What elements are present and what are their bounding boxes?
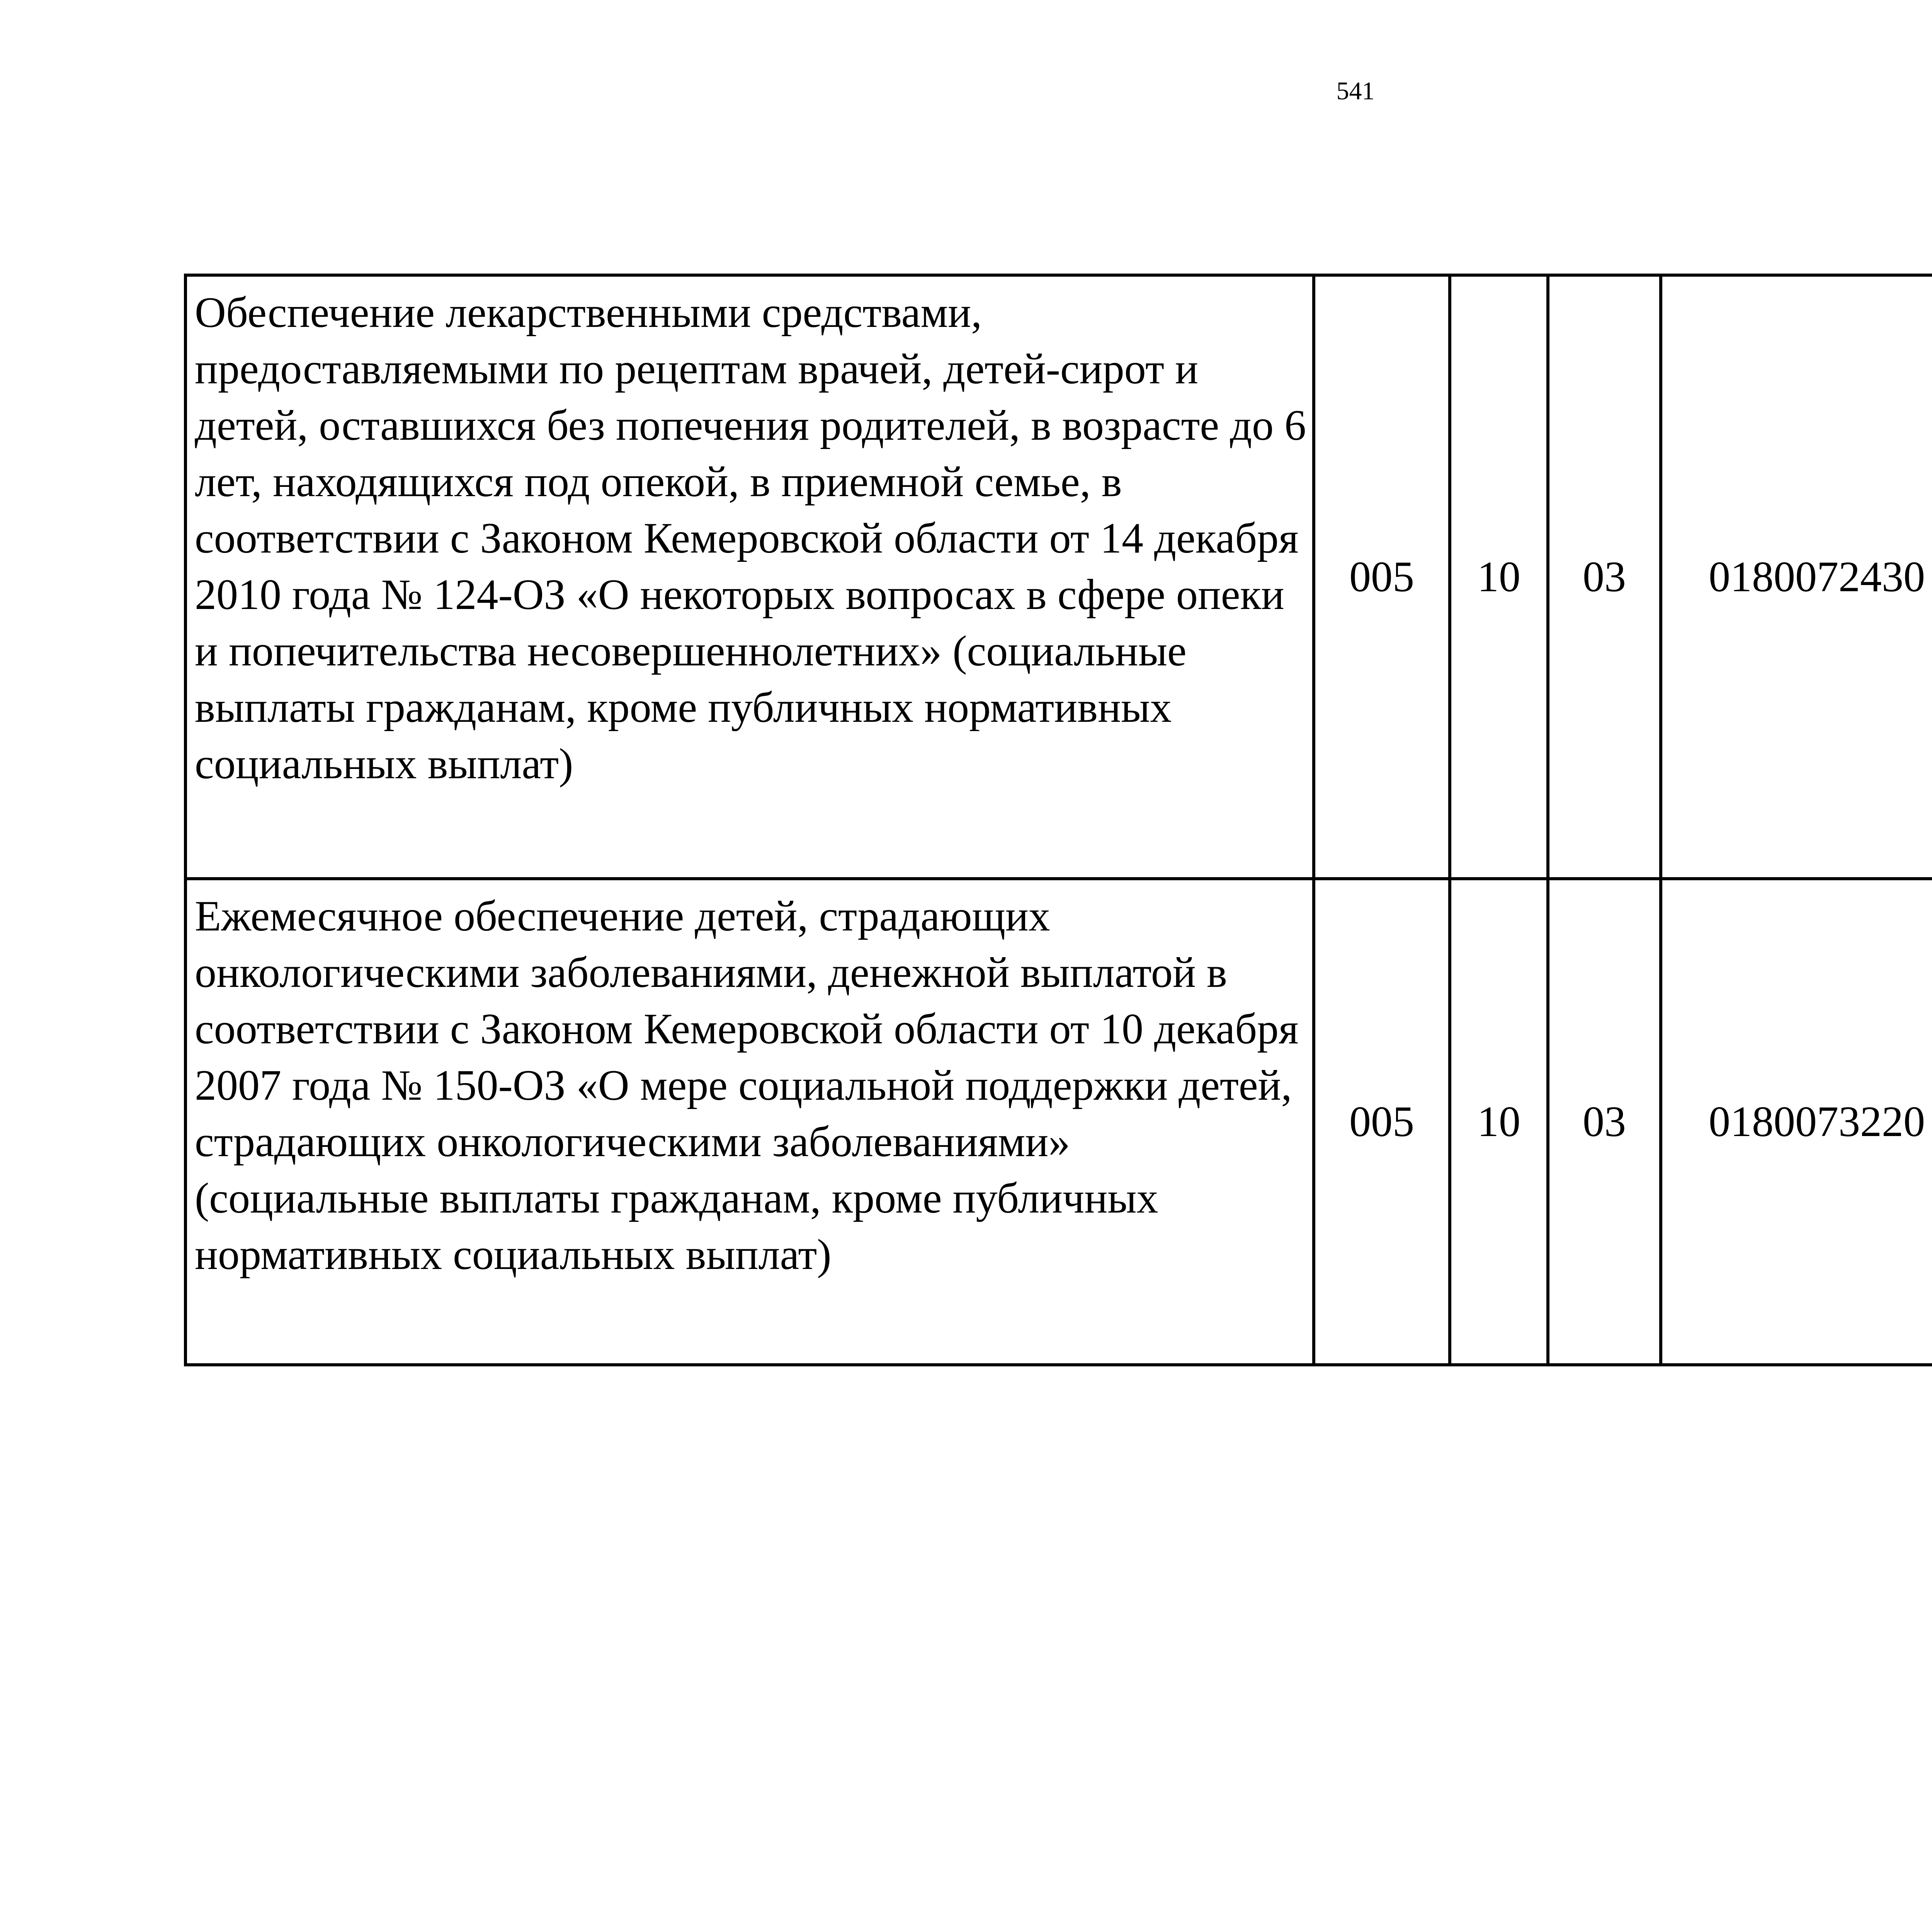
section-code-cell: 10 xyxy=(1450,879,1548,1365)
ministry-code-cell: 005 xyxy=(1314,275,1450,879)
subsection-code-cell: 03 xyxy=(1548,275,1661,879)
target-article-cell: 0180072430 xyxy=(1661,275,1932,879)
description-cell: Ежемесячное обеспечение детей, страдающих онкологическими заболеваниями, денежной выплатой в соответствии с Законом Кемеровской области от 10 декабря 2007 года № 150-ОЗ «О мере социальной поддержки детей, страдающих онкологическими заболеваниями» (социальные выплаты гражданам, кроме публичных нормативных социальных выплат) xyxy=(185,879,1314,1365)
target-article-cell: 0180073220 xyxy=(1661,879,1932,1365)
description-cell: Обеспечение лекарственными средствами, предоставляемыми по рецептам врачей, детей-сирот и детей, оставшихся без попечения родителей, в возрасте до 6 лет, находящихся под опекой, в приемной семье, в соответствии с Законом Кемеровской области от 14 декабря 2010 года № 124-ОЗ «О некоторых вопросах в сфере опеки и попечительства несовершеннолетних» (социальные выплаты гражданам, кроме публичных нормативных социальных выплат) xyxy=(185,275,1314,879)
page-number: 541 xyxy=(1336,77,1375,105)
table-row xyxy=(185,879,1932,1365)
table-row xyxy=(185,275,1932,879)
subsection-code-cell: 03 xyxy=(1548,879,1661,1365)
section-code-cell: 10 xyxy=(1450,275,1548,879)
ministry-code-cell: 005 xyxy=(1314,879,1450,1365)
budget-table xyxy=(184,274,1932,1366)
